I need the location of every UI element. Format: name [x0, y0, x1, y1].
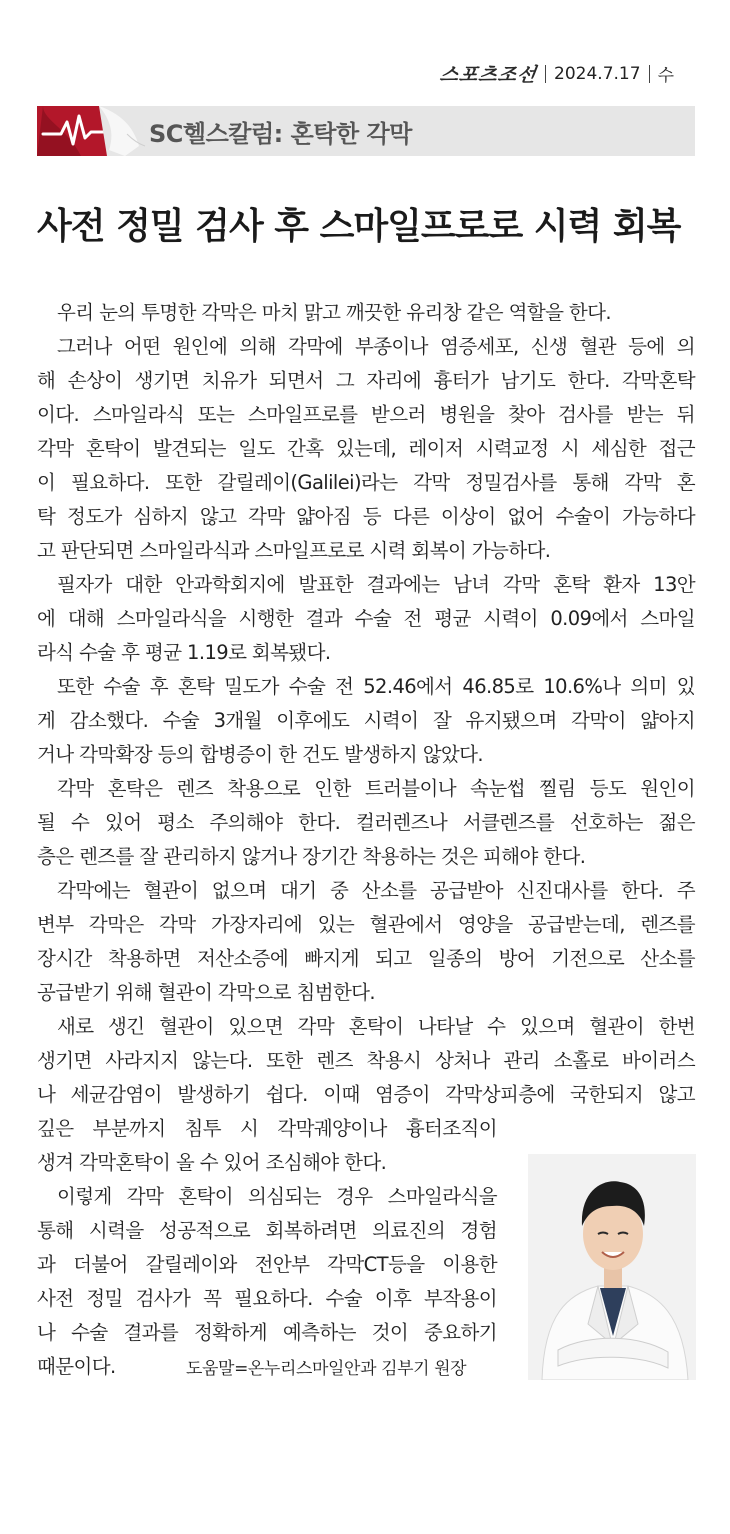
issue-date: 2024.7.17	[554, 63, 641, 84]
body-line: 생기면 사라지지 않는다. 또한 렌즈 착용시 상처나 관리 소홀로 바이러스	[37, 1049, 695, 1072]
masthead-divider	[649, 65, 650, 83]
body-line: 게 감소했다. 수술 3개월 이후에도 시력이 잘 유지됐으며 각막이 얇아지	[37, 709, 695, 732]
body-line: 깊은 부분까지 침투 시 각막궤양이나 흉터조직이	[37, 1117, 497, 1140]
body-line: 이렇게 각막 혼탁이 의심되는 경우 스마일라식을	[57, 1185, 497, 1208]
article-credit: 도움말=온누리스마일안과 김부기 원장	[186, 1359, 467, 1379]
body-line: 에 대해 스마일라식을 시행한 결과 수술 전 평균 시력이 0.09에서 스마일	[37, 607, 695, 630]
body-line: 사전 정밀 검사가 꼭 필요하다. 수술 이후 부작용이	[37, 1287, 497, 1310]
body-line: 새로 생긴 혈관이 있으면 각막 혼탁이 나타날 수 있으며 혈관이 한번	[57, 1015, 695, 1038]
issue-weekday: 수	[657, 66, 674, 86]
body-line: 우리 눈의 투명한 각막은 마치 맑고 깨끗한 유리창 같은 역할을 한다.	[57, 301, 611, 324]
masthead	[440, 60, 674, 87]
body-line: 때문이다.	[37, 1355, 116, 1378]
newspaper-logo: 스포츠조선	[438, 64, 539, 86]
body-line: 해 손상이 생기면 치유가 되면서 그 자리에 흉터가 남기도 한다. 각막혼탁	[37, 369, 695, 392]
body-line: 될 수 있어 평소 주의해야 한다. 컬러렌즈나 서클렌즈를 선호하는 젊은	[37, 811, 695, 834]
column-title: SC헬스칼럼: 혼탁한 각막	[149, 120, 412, 148]
body-line: 각막 혼탁은 렌즈 착용으로 인한 트러블이나 속눈썹 찔림 등도 원인이	[57, 777, 695, 800]
body-line: 나 세균감염이 발생하기 쉽다. 이때 염증이 각막상피층에 국한되지 않고	[37, 1083, 695, 1106]
body-line: 과 더불어 갈릴레이와 전안부 각막CT등을 이용한	[37, 1253, 497, 1276]
body-line: 통해 시력을 성공적으로 회복하려면 의료진의 경험	[37, 1219, 497, 1242]
column-banner	[37, 106, 695, 156]
body-line: 고 판단되면 스마일라식과 스마일프로로 시력 회복이 가능하다.	[37, 539, 551, 562]
body-line: 또한 수술 후 혼탁 밀도가 수술 전 52.46에서 46.85로 10.6%나 의미 있	[57, 675, 695, 698]
body-line: 라식 수술 후 평균 1.19로 회복됐다.	[37, 641, 331, 664]
body-line: 변부 각막은 각막 가장자리에 있는 혈관에서 영양을 공급받는데, 렌즈를	[37, 913, 695, 936]
body-line: 그러나 어떤 원인에 의해 각막에 부종이나 염증세포, 신생 혈관 등에 의	[57, 335, 695, 358]
body-line: 생겨 각막혼탁이 올 수 있어 조심해야 한다.	[37, 1151, 387, 1174]
body-line: 필자가 대한 안과학회지에 발표한 결과에는 남녀 각막 혼탁 환자 13안	[57, 573, 695, 596]
body-line: 이 필요하다. 또한 갈릴레이(Galilei)라는 각막 정밀검사를 통해 각막 혼	[37, 471, 695, 494]
body-line: 나 수술 결과를 정확하게 예측하는 것이 중요하기	[37, 1321, 497, 1344]
body-line: 탁 정도가 심하지 않고 각막 얇아짐 등 다른 이상이 없어 수술이 가능하다	[37, 505, 695, 528]
body-line: 층은 렌즈를 잘 관리하지 않거나 장기간 착용하는 것은 피해야 한다.	[37, 845, 586, 868]
article-headline: 사전 정밀 검사 후 스마일프로로 시력 회복	[37, 205, 681, 247]
body-line: 각막 혼탁이 발견되는 일도 간혹 있는데, 레이저 시력교정 시 세심한 접근	[37, 437, 695, 460]
body-line: 장시간 착용하면 저산소증에 빠지게 되고 일종의 방어 기전으로 산소를	[37, 947, 695, 970]
body-line: 공급받기 위해 혈관이 각막으로 침범한다.	[37, 981, 376, 1004]
heart-pulse-icon	[37, 106, 147, 156]
masthead-divider	[545, 65, 546, 83]
body-line: 이다. 스마일라식 또는 스마일프로를 받으러 병원을 찾아 검사를 받는 뒤	[37, 403, 695, 426]
doctor-portrait	[528, 1154, 696, 1380]
body-line: 거나 각막확장 등의 합병증이 한 건도 발생하지 않았다.	[37, 743, 484, 766]
body-line: 각막에는 혈관이 없으며 대기 중 산소를 공급받아 신진대사를 한다. 주	[57, 879, 695, 902]
